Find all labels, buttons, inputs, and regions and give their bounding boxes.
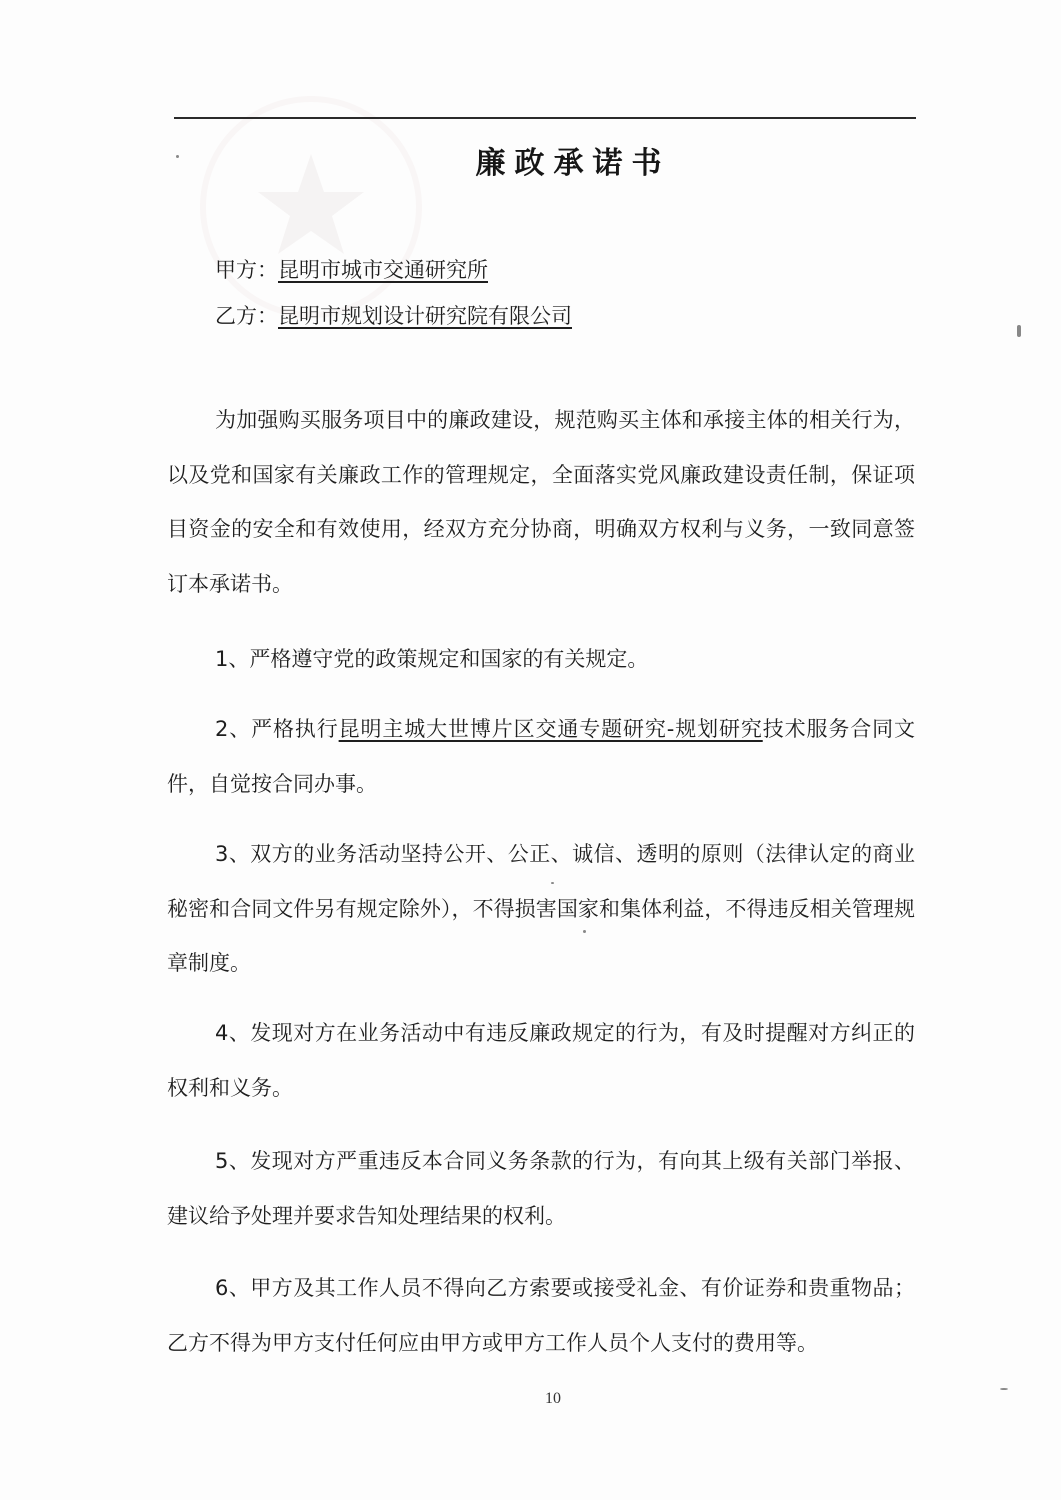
intro-paragraph: 为加强购买服务项目中的廉政建设，规范购买主体和承接主体的相关行为，以及党和国家有关廉政工作的管理规定，全面落实党风廉政建设责任制，保证项目资金的安全和有效使用，经双方充分协商，明确双方权利与义务，一致同意签订本承诺书。: [167, 408, 915, 596]
party-a-line: [215, 255, 488, 285]
clause-4: 4、发现对方在业务活动中有违反廉政规定的行为，有及时提醒对方纠正的权利和义务。: [167, 1021, 915, 1100]
party-b-line: [215, 301, 572, 331]
clause-2-prefix: 2、严格执行: [215, 717, 339, 741]
clause-1: 1、严格遵守党的政策规定和国家的有关规定。: [215, 647, 649, 671]
scan-speck: [583, 930, 586, 933]
party-a-name: 昆明市城市交通研究所: [278, 258, 488, 282]
header-rule: [174, 117, 916, 119]
clause-5: 5、发现对方严重违反本合同义务条款的行为，有向其上级有关部门举报、建议给予处理并要求告知处理结果的权利。: [167, 1149, 915, 1228]
page-number: 10: [545, 1390, 561, 1407]
faded-seal-stamp: [196, 92, 426, 322]
clause-3: 3、双方的业务活动坚持公开、公正、诚信、透明的原则（法律认定的商业秘密和合同文件另有规定除外），不得损害国家和集体利益，不得违反相关管理规章制度。: [167, 842, 915, 975]
party-b-label: 乙方：: [215, 304, 278, 328]
clause-2-suffix: 技术服务合同文件，自觉按合同办事。: [167, 717, 915, 796]
clause-2: [167, 702, 915, 811]
clause-6: 6、甲方及其工作人员不得向乙方索要或接受礼金、有价证券和贵重物品；乙方不得为甲方支付任何应由甲方或甲方工作人员个人支付的费用等。: [167, 1276, 915, 1355]
clause-2-project: 昆明主城大世博片区交通专题研究-规划研究: [338, 717, 763, 741]
party-a-label: 甲方：: [215, 258, 278, 282]
party-b-name: 昆明市规划设计研究院有限公司: [278, 304, 572, 328]
scan-speck: [551, 882, 554, 884]
scan-speck: [1017, 325, 1021, 337]
scan-speck: [1000, 1388, 1008, 1390]
page-title: 廉政承诺书: [475, 146, 671, 181]
scan-speck: [176, 155, 179, 158]
